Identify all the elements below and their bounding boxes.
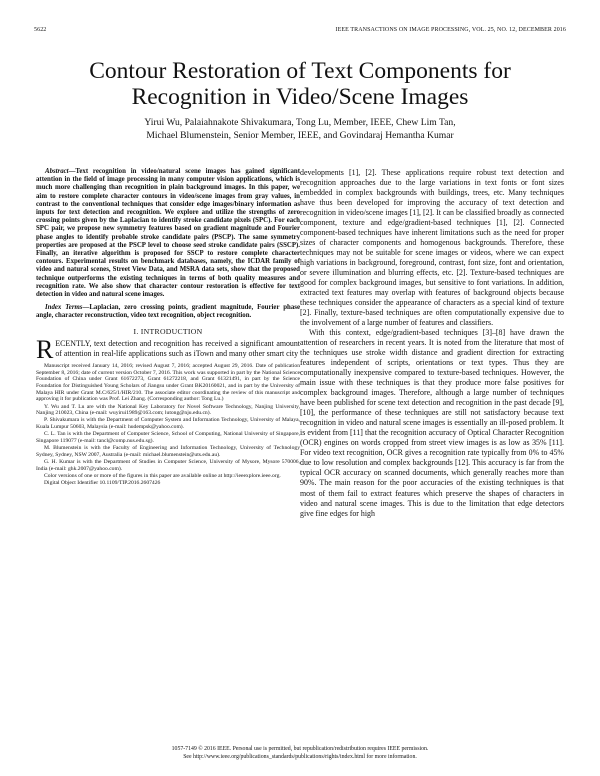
author-line-1: Yirui Wu, Palaiahnakote Shivakumara, Tong Lu, Member, IEEE, Chew Lim Tan, [144, 117, 456, 128]
footnote-author: G. H. Kumar is with the Department of Studies in Computer Science, University of Mysore, Mysore 570006, India (e-mail: ghk.2007@yahoo.com). [36, 459, 300, 472]
journal-header: IEEE TRANSACTIONS ON IMAGE PROCESSING, VOL. 25, NO. 12, DECEMBER 2016 [335, 27, 566, 33]
index-terms [36, 304, 300, 320]
body-paragraph: With this context, edge/gradient-based techniques [3]–[8] have drawn the attention of researchers in recent years. It is noted from the literature that most of the techniques use stroke width distance and gradient direction for extracting features independent of scripts, orientations or text types. Thus they are computationally inexpensive compared to texture-based techniques. However, the main issue with these techniques is that they produce more false positives for complex background images. Therefore, although a large number of techniques have been published for scene text detection and recognition in the past decade [9], [10], the performance of these techniques are still not satisfactory because text recognition in video and natural scene images is essentially an ill-posed problem. It is evident from [11] that the recognition accuracy of Optical Character Recognition (OCR) engines on words cropped from street view images is as low as 35% [11]. For video text recognition, OCR gives a recognition rate typically from 0% to 45% due to low resolution and complex backgrounds [12]. This accuracy is far from the typical OCR accuracy on scanned documents, which generally reaches more than 90%. The main reason for the poor accuracies of the existing techniques is that most of them fail to extract features which preserve the shapes of characters in video and natural scene images. This is due to the limitation that edge detectors give fine edges for high [300, 328, 564, 518]
footnote-manuscript: Manuscript received January 14, 2016; revised August 7, 2016; accepted August 29, 2016. Date of publication September 8, 2016; date of current version October 7, 2016. This work was supported in part by the National Science Foundation of China under Grant 61672273, Grant 61272218, and Grant 61321491, in part by the Science Foundation for Distinguished Young Scholars of Jiangsu under Grant BK20160021, and in part by the University of Malaya HIR under Grant M.C/625/1/HIR/210. The associate editor coordinating the review of this manuscript and approving it for publication was Prof. Lei Zhang. (Corresponding author: Tong Lu.) [36, 362, 300, 403]
right-column [300, 168, 564, 519]
body-paragraph: developments [1], [2]. These applications require robust text detection and recognition approaches due to the large variations in text fonts or font sizes embedded in complex backgrounds with buildings, trees, etc. Many techniques have thus been developed for improving the accuracy of text detection and recognition in video/scene images [1], [2]. It can be classified broadly as connected component, texture and edge/gradient-based techniques [1], [2]. Connected component-based techniques have inherent limitations such as the need for proper sizes of character components and homogenous backgrounds. Therefore, these techniques may not be suitable for scene images or videos, where we can expect high variations in background, foreground, contrast, font size, font and orientation, or severe illumination and blurring effects, etc. [2]. Texture-based techniques are good for complex background images, but sensitive to font variations. In addition, extracted text features may overlap with features of background objects because these techniques consider the appearance of characters as a special kind of texture [2]. Finally, texture-based techniques are often computationally expensive due to the involvement of a large number of features and classifiers. [300, 168, 564, 328]
index-terms-text: —Laplacian, zero crossing points, gradient magnitude, Fourier phase angle, character reconstruction, video text recognition, object recognition. [36, 304, 300, 320]
intro-paragraph [36, 334, 300, 364]
abstract-label: Abstract [45, 168, 69, 175]
footnote-author: P. Shivakumara is with the Department of Computer System and Information Technology, University of Malaya, Kuala Lumpur 50603, Malaysia (e-mail: hudempsk@yahoo.com). [36, 417, 300, 431]
abstract [36, 168, 300, 299]
drop-cap: R [36, 334, 54, 364]
page-number: 5622 [34, 27, 47, 33]
index-terms-label: Index Terms [45, 304, 83, 312]
section-heading: I. INTRODUCTION [133, 326, 203, 336]
author-line-2: Michael Blumenstein, Senior Member, IEEE, and Govindaraj Hemantha Kumar [146, 129, 454, 141]
footnotes [36, 363, 300, 487]
abstract-text: —Text recognition in video/natural scene images has gained significant attention in the field of image processing in many computer vision applications, which is much more challenging than recognition in plain background images. In this paper, we aim to restore complete character contours in video/scene images from gray values, in contrast to the conventional techniques that consider edge images/binary information as inputs for text detection and recognition. We explore and utilize the strengths of zero crossing points given by the Laplacian to identify stroke candidate pixels (SPC). For each SPC pair, we propose new symmetry features based on gradient magnitude and Fourier phase angles to identify probable stroke candidate pairs (PSCP). The same symmetry properties are proposed at the PSCP level to choose seed stroke candidate pairs (SSCP). Finally, an iterative algorithm is proposed for SSCP to restore complete character contours. Experimental results on benchmark databases, namely, the ICDAR family of video and natural scenes, Street View Data, and MSRA data sets, show that the proposed technique outperforms the existing techniques in terms of both quality measures and recognition rate. We also show that character contour restoration is effective for text detection in video and natural scene images. [36, 168, 300, 299]
left-column [36, 168, 300, 488]
paper-title: Contour Restoration of Text Components for Recognition in Video/Scene Images [89, 58, 511, 110]
intro-text: ECENTLY, text detection and recognition has received a significant amount of attention in real-life applications such as iTown and many other smart city [55, 338, 300, 358]
copyright-footer [40, 745, 560, 761]
rights-line: See http://www.ieee.org/publications_standards/publications/rights/index.html for more information. [183, 754, 417, 760]
author-list [40, 117, 560, 142]
footnote-author: Y. Wu and T. Lu are with the National Key Laboratory for Novel Software Technology, Nanjing University, Nanjing 210023, China (e-mail: wuyirui1989@163.com; lutong@nju.edu.cn). [36, 403, 300, 417]
footnote-author: M. Blumenstein is with the Faculty of Engineering and Information Technology, University of Technology Sydney, Sydney, NSW 2007, Australia (e-mail: michael.blumenstein@uts.edu.au). [36, 445, 300, 458]
footnote-author: C. L. Tan is with the Department of Computer Science, School of Computing, National University of Singapore, Singapore 119077 (e-mail: tancl@comp.nus.edu.sg). [36, 431, 300, 445]
footnote-color: Color versions of one or more of the figures in this paper are available online at http://ieeexplore.ieee.org. [44, 473, 281, 480]
footnote-doi: Digital Object Identifier 10.1109/TIP.2016.2607426 [44, 480, 161, 487]
copyright-line: 1057-7149 © 2016 IEEE. Personal use is permitted, but republication/redistribution requires IEEE permission. [171, 746, 429, 752]
